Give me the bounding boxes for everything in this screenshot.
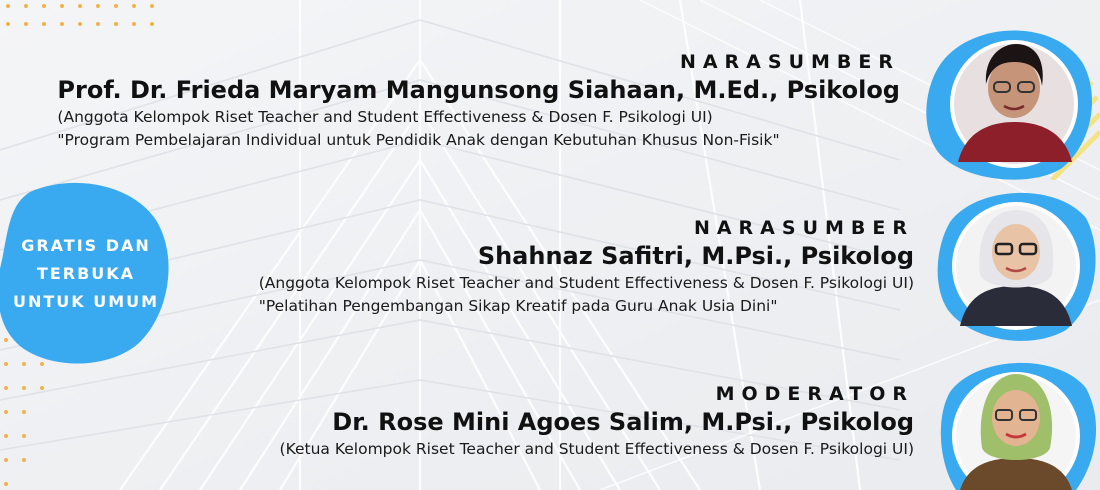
speaker-2-role: NARASUMBER — [693, 217, 914, 239]
moderator-block — [280, 382, 914, 461]
speaker-1-affiliation: (Anggota Kelompok Riset Teacher and Student Effectiveness & Dosen F. Psikologi UI) — [57, 108, 713, 126]
speaker-2-affiliation: (Anggota Kelompok Riset Teacher and Student Effectiveness & Dosen F. Psikologi UI) — [258, 274, 914, 292]
speaker-block-2 — [259, 216, 914, 318]
speaker-block-1 — [57, 50, 900, 152]
dots-decoration-top — [0, 0, 160, 40]
portrait-3-icon — [936, 352, 1096, 490]
badge-line-2: TERBUKA — [36, 264, 136, 283]
speaker-2-name: Shahnaz Safitri, M.Psi., Psikolog — [477, 242, 914, 270]
badge-line-1: GRATIS DAN — [21, 236, 151, 255]
moderator-name: Dr. Rose Mini Agoes Salim, M.Psi., Psikolog — [332, 408, 914, 436]
speaker-1-name: Prof. Dr. Frieda Maryam Mangunsong Siahaan, M.Ed., Psikolog — [57, 76, 900, 104]
badge-line-3: UNTUK UMUM — [12, 292, 160, 311]
speaker-1-topic: "Program Pembelajaran Individual untuk Pendidik Anak dengan Kebutuhan Khusus Non-Fisik" — [57, 131, 780, 149]
portrait-1-icon — [922, 22, 1100, 180]
moderator-role: MODERATOR — [715, 383, 914, 405]
free-badge-text — [0, 232, 172, 316]
speaker-1-role: NARASUMBER — [679, 51, 900, 73]
portrait-2-icon — [936, 182, 1096, 342]
moderator-affiliation: (Ketua Kelompok Riset Teacher and Student Effectiveness & Dosen F. Psikologi UI) — [279, 440, 914, 458]
speaker-2-topic: "Pelatihan Pengembangan Sikap Kreatif pada Guru Anak Usia Dini" — [258, 297, 778, 315]
